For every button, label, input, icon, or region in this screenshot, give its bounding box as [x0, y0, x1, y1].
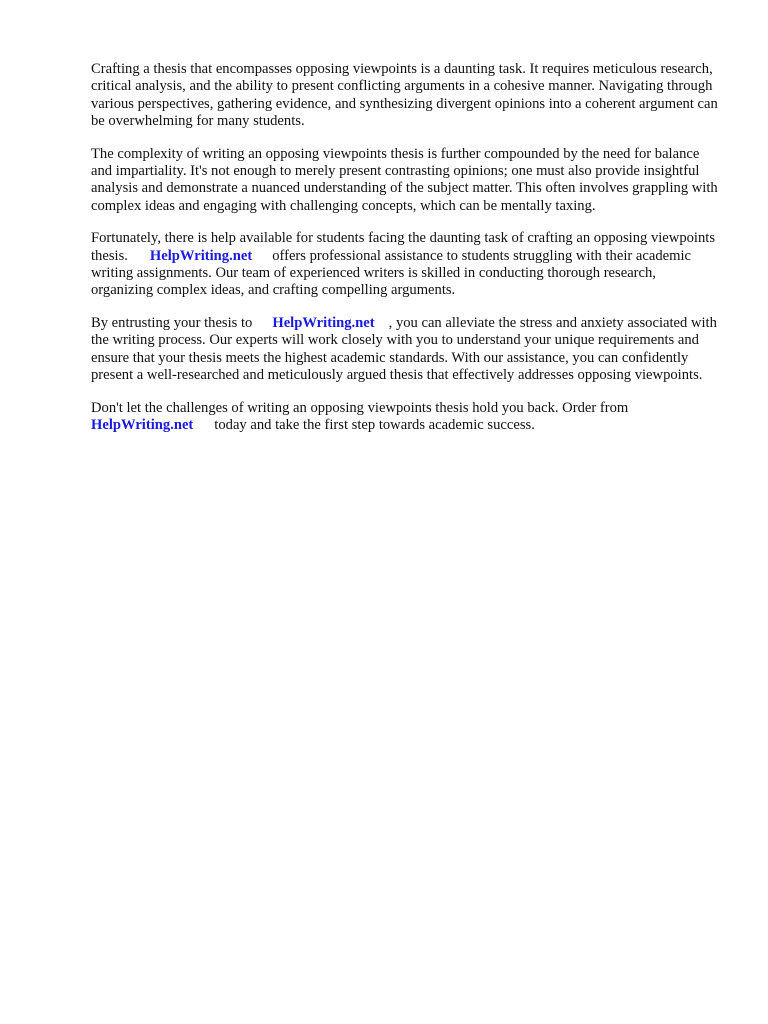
paragraph-4-text-after: , you can alleviate the stress and anxiety associated with the writing process. Our experts will work closely with you to understand your unique requirements and ensure that your thesis meets the highest academic standards. With our assistance, you can confidently present a well-researched and meticulously argued thesis that effectively addresses opposing viewpoints. — [91, 314, 717, 384]
paragraph-5-text-before: Don't let the challenges of writing an opposing viewpoints thesis hold you back. Order from — [91, 399, 629, 416]
paragraph-3-text-after: offers professional assistance to students struggling with their academic writing assignments. Our team of experienced writers is skilled in conducting thorough research, organizing complex ideas, and crafting compelling arguments. — [91, 247, 691, 299]
document-body — [91, 61, 721, 449]
helpwriting-link-1[interactable]: HelpWriting.net — [149, 247, 253, 264]
paragraph-3 — [91, 230, 721, 300]
paragraph-4 — [91, 315, 721, 385]
paragraph-5 — [91, 400, 721, 435]
helpwriting-link-3[interactable]: HelpWriting.net — [91, 416, 194, 433]
paragraph-4-text-before: By entrusting your thesis to — [91, 314, 253, 331]
helpwriting-link-2[interactable]: HelpWriting.net — [272, 314, 375, 331]
paragraph-3-text-before: Fortunately, there is help available for students facing the daunting task of crafting an opposing viewpoints thesis. — [91, 230, 715, 264]
paragraph-2 — [91, 146, 721, 216]
paragraph-1-text: Crafting a thesis that encompasses opposing viewpoints is a daunting task. It requires meticulous research, critical analysis, and the ability to present conflicting arguments in a cohesive manner. Navigating through various perspectives, gathering evidence, and synthesizing divergent opinions into a coherent argument can be overwhelming for many students. — [91, 61, 718, 130]
paragraph-1 — [91, 61, 721, 131]
paragraph-5-text-after: today and take the first step towards academic success. — [214, 416, 535, 433]
paragraph-2-text: The complexity of writing an opposing viewpoints thesis is further compounded by the need for balance and impartiality. It's not enough to merely present contrasting opinions; one must also provide insightful analysis and demonstrate a nuanced understanding of the subject matter. This often involves grappling with complex ideas and engaging with challenging concepts, which can be mentally taxing. — [91, 145, 718, 214]
